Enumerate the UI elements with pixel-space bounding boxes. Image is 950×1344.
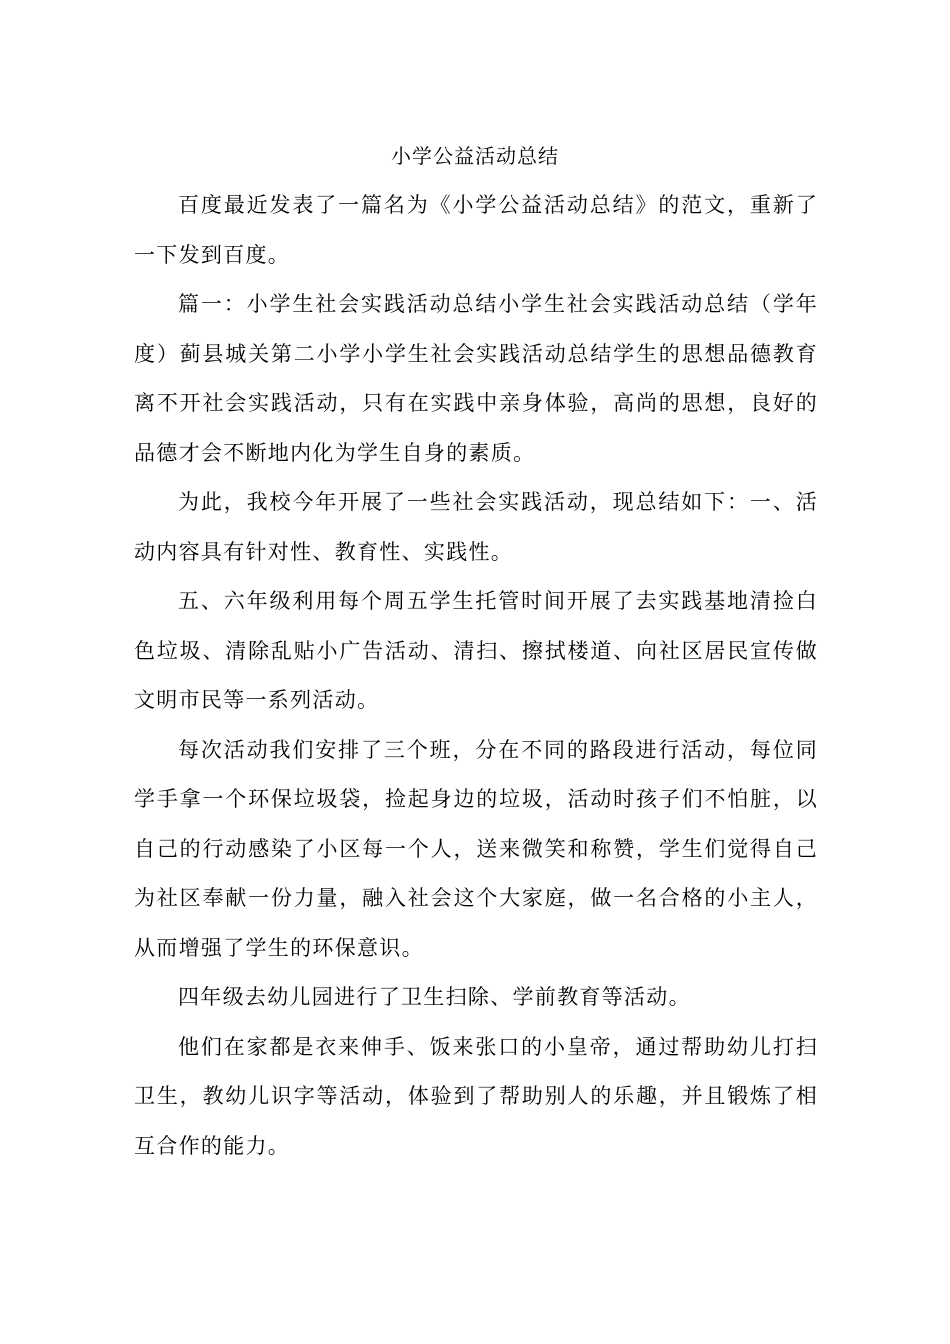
- paragraph: 为此，我校今年开展了一些社会实践活动，现总结如下：一、活动内容具有针对性、教育性、实践性。: [134, 490, 818, 564]
- paragraph: 百度最近发表了一篇名为《小学公益活动总结》的范文，重新了一下发到百度。: [134, 193, 818, 267]
- document-body: [134, 181, 818, 1171]
- paragraph: 每次活动我们安排了三个班，分在不同的路段进行活动，每位同学手拿一个环保垃圾袋，捡起身边的垃圾，活动时孩子们不怕脏，以自己的行动感染了小区每一个人，送来微笑和称赞，学生们觉得自己为社区奉献一份力量，融入社会这个大家庭，做一名合格的小主人，从而增强了学生的环保意识。: [134, 737, 818, 960]
- paragraph: 四年级去幼儿园进行了卫生扫除、学前教育等活动。: [178, 985, 691, 1009]
- document-title: 小学公益活动总结: [391, 144, 559, 168]
- paragraph: 篇一：小学生社会实践活动总结小学生社会实践活动总结（学年度）蓟县城关第二小学小学生社会实践活动总结学生的思想品德教育离不开社会实践活动，只有在实践中亲身体验，高尚的思想，良好的品德才会不断地内化为学生自身的素质。: [134, 292, 818, 465]
- paragraph: 他们在家都是衣来伸手、饭来张口的小皇帝，通过帮助幼儿打扫卫生，教幼儿识字等活动，体验到了帮助别人的乐趣，并且锻炼了相互合作的能力。: [134, 1034, 818, 1158]
- paragraph: 五、六年级利用每个周五学生托管时间开展了去实践基地清捡白色垃圾、清除乱贴小广告活动、清扫、擦拭楼道、向社区居民宣传做文明市民等一系列活动。: [134, 589, 818, 712]
